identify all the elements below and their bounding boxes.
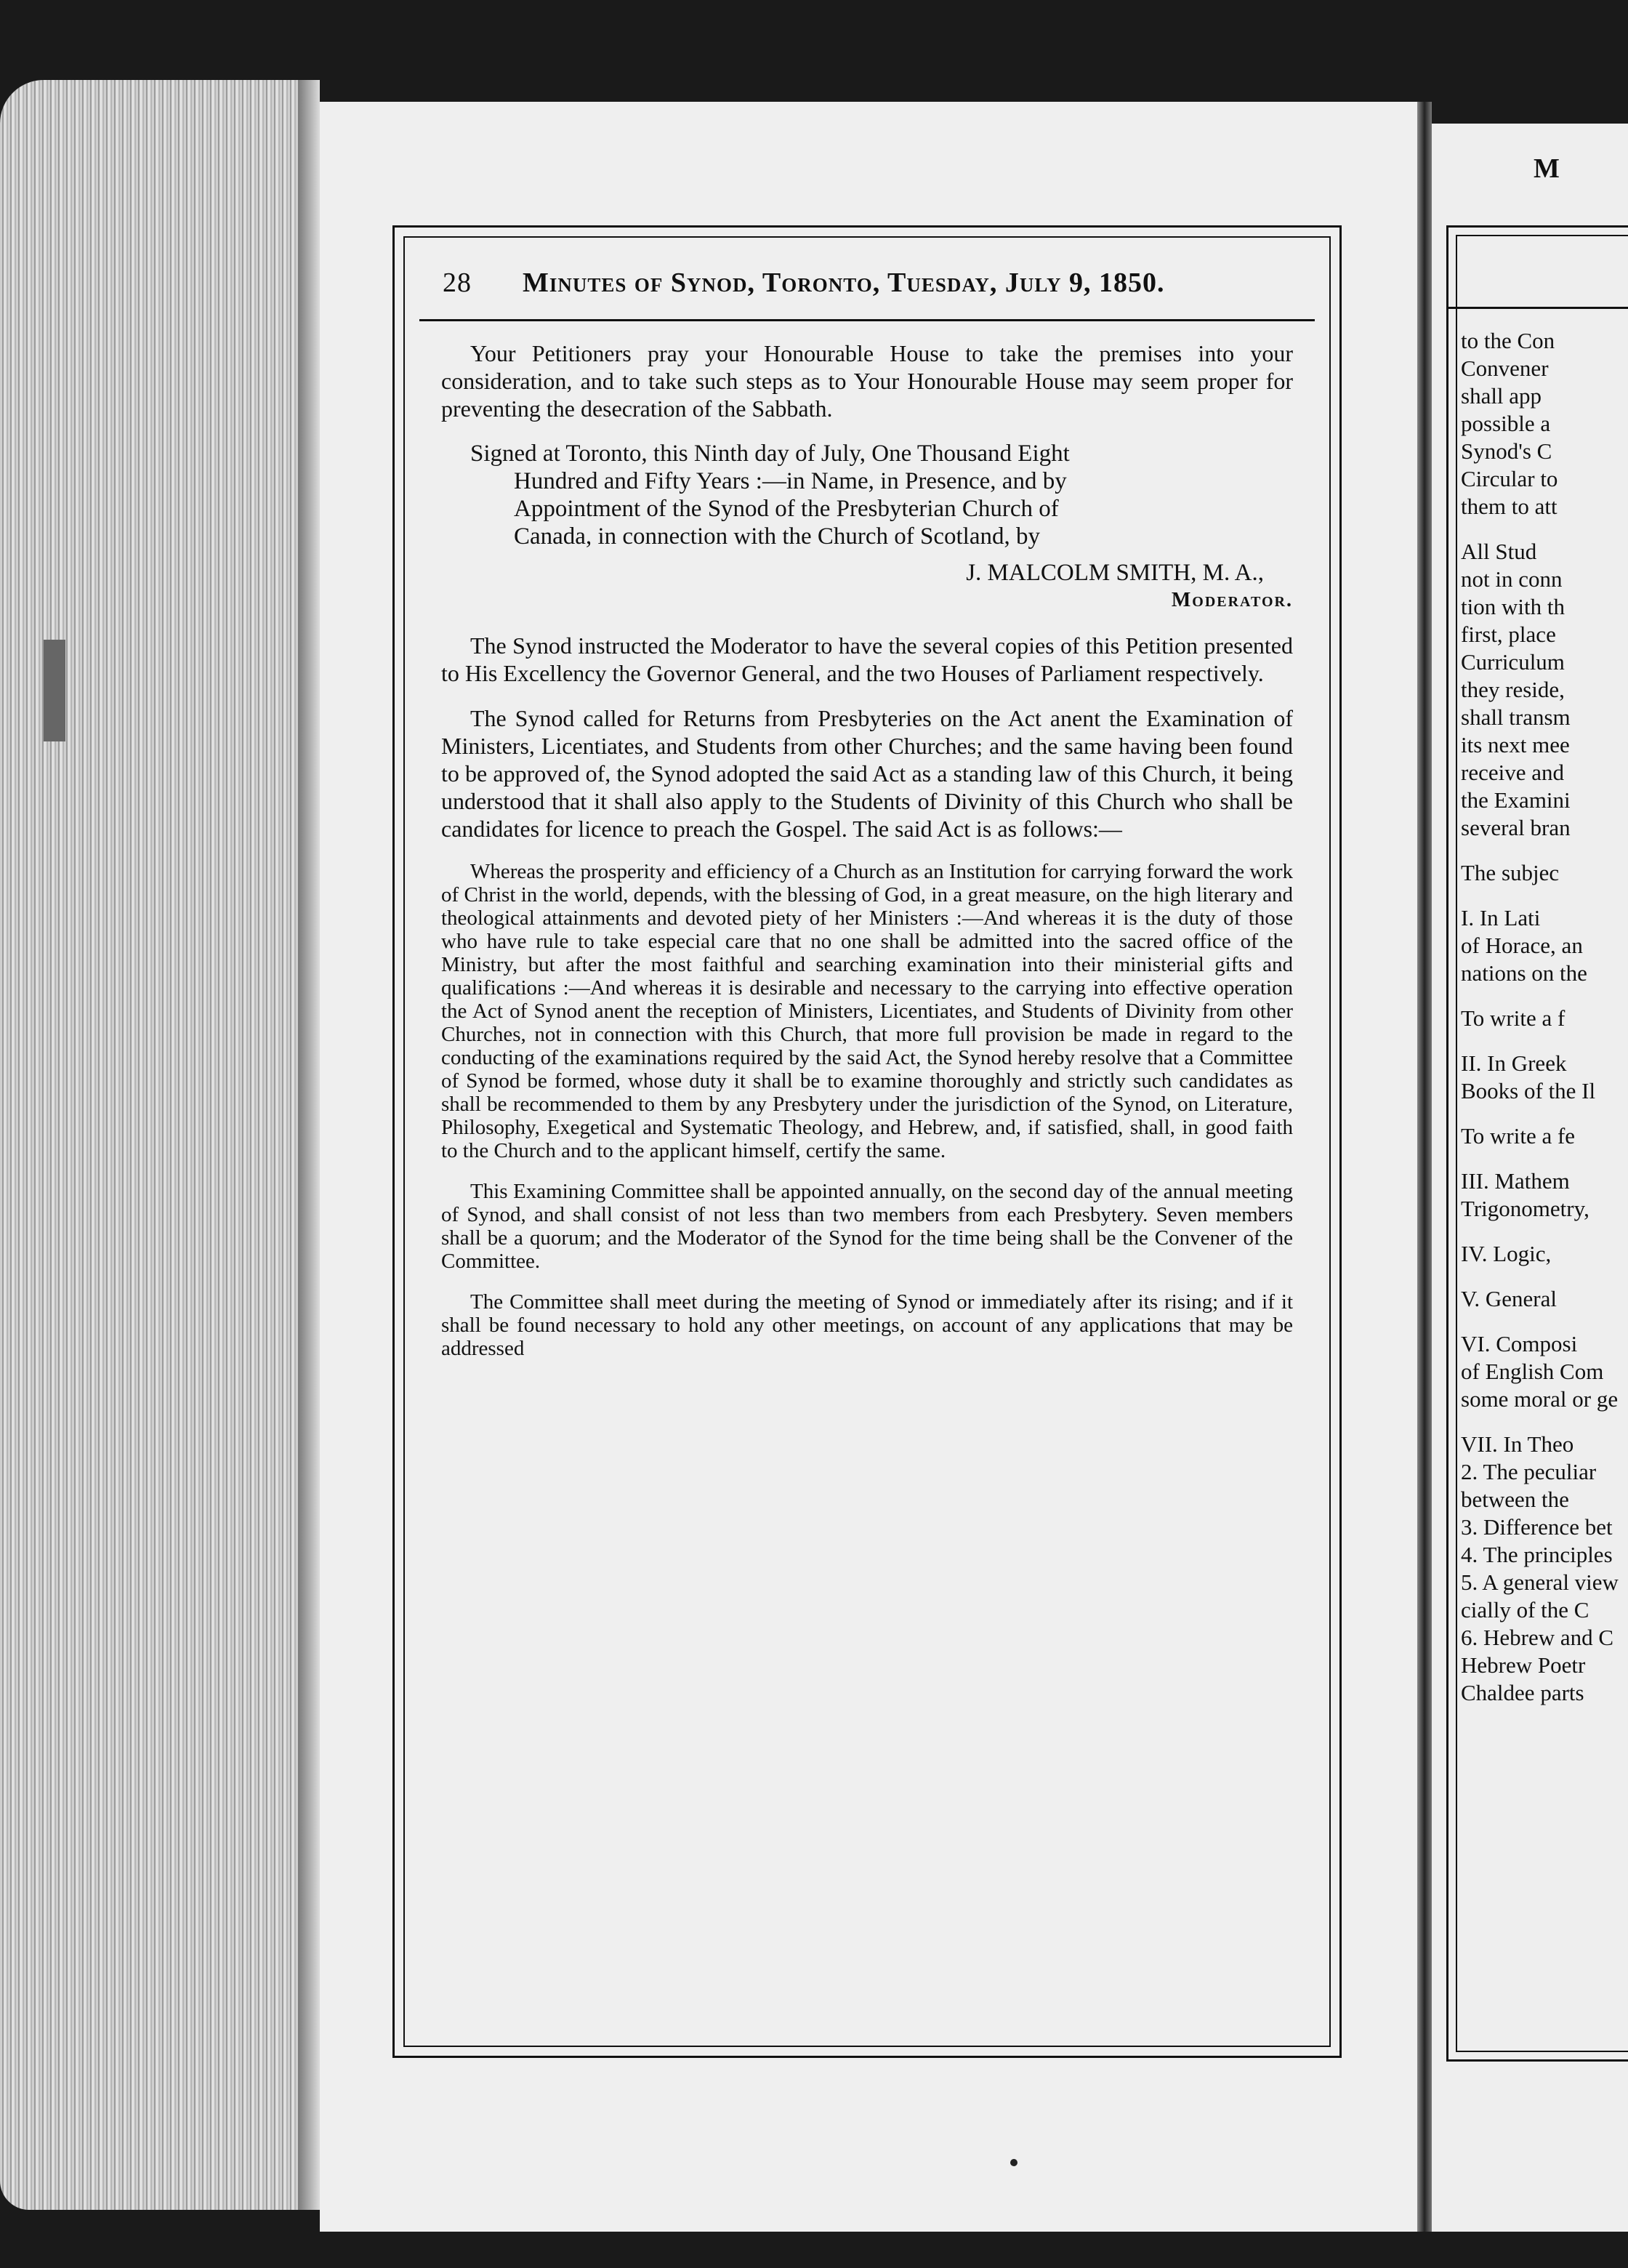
page-border <box>392 225 1342 2058</box>
text-line: 3. Difference bet <box>1461 1514 1613 1540</box>
right-page-text <box>1461 327 1628 1707</box>
running-title: Minutes of Synod, Toronto, Tuesday, July 9, 1850. <box>523 268 1165 298</box>
text-line: 6. Hebrew and C <box>1461 1625 1614 1650</box>
text-line: II. In Greek <box>1461 1050 1567 1076</box>
line-gap <box>1461 842 1628 859</box>
signed-line: Signed at Toronto, this Ninth day of July, One Thousand Eight <box>470 441 1070 467</box>
line-gap <box>1461 520 1628 538</box>
text-line: tion with th <box>1461 594 1565 619</box>
paragraph-returns: The Synod called for Returns from Presbyteries on the Act anent the Examination of Ministers, Licentiates, and Students from other Churches; and the same having been found to be approved of, the Synod adopted the said Act as a standing law of this Church, it being understood that it shall also apply to the Students of Divinity of this Church who shall be candidates for licence to preach the Gospel. The said Act is as follows:— <box>441 705 1293 842</box>
page-inner-border <box>403 236 1331 2047</box>
running-head <box>428 267 1306 310</box>
text-line: Hebrew Poetr <box>1461 1652 1586 1678</box>
text-line: they reside, <box>1461 677 1565 702</box>
text-line: not in conn <box>1461 566 1563 592</box>
line-gap <box>1461 1313 1628 1330</box>
signed-line: Appointment of the Synod of the Presbyterian Church of <box>514 496 1059 522</box>
text-line: IV. Logic, <box>1461 1241 1552 1266</box>
text-line: Books of the Il <box>1461 1078 1596 1103</box>
signed-line: Canada, in connection with the Church of Scotland, by <box>514 523 1041 550</box>
line-gap <box>1461 987 1628 1005</box>
text-line: nations on the <box>1461 960 1587 986</box>
ink-dot <box>1010 2159 1018 2166</box>
text-line: To write a fe <box>1461 1123 1576 1149</box>
text-line: All Stud <box>1461 539 1537 564</box>
right-running-head: M <box>1534 153 1560 184</box>
paragraph-whereas: Whereas the prosperity and efficiency of a Church as an Institution for carrying forward the work of Christ in the world, depends, with the blessing of God, in a great measure, on the high literary and theological attainments and devoted piety of her Ministers :—And whereas it is the duty of those who have rule to take especial care that no one shall be admitted into the sacred office of the Ministry, but after the most faithful and searching examination into their ministerial gifts and qualifications :—And whereas it is desirable and necessary to the carrying into effective operation the Act of Synod anent the reception of Ministers, Licentiates, and Students of Divinity from other Churches, not in connection with this Church, that more full provision be made in regard to the conducting of the examinations required by the said Act, the Synod hereby resolve that a Committee of Synod be formed, whose duty it shall be to examine thoroughly and strictly such candidates as shall be recommended to them by any Presbytery under the jurisdiction of the Synod, on Literature, Philosophy, Exegetical and Systematic Theology, and Hebrew, and, if satisfied, shall, in good faith to the Church and to the applicant himself, certify the same. <box>441 860 1293 1162</box>
page-number: 28 <box>443 268 472 298</box>
text-line: VI. Composi <box>1461 1331 1578 1356</box>
line-gap <box>1461 1105 1628 1122</box>
text-line: The subjec <box>1461 860 1560 885</box>
text-line: first, place <box>1461 622 1556 647</box>
signed-line: Hundred and Fifty Years :—in Name, in Presence, and by <box>514 468 1067 494</box>
text-line: of Horace, an <box>1461 933 1583 958</box>
text-line: 2. The peculiar <box>1461 1459 1597 1484</box>
page-tab-marker <box>44 640 65 741</box>
text-line: shall app <box>1461 383 1542 409</box>
text-line: receive and <box>1461 760 1564 785</box>
text-line: between the <box>1461 1487 1569 1512</box>
paragraph-committee: This Examining Committee shall be appointed annually, on the second day of the annual meeting of Synod, and shall consist of not less than two members from each Presbytery. Seven members shall be a quorum; and the Moderator of the Synod for the time being shall be the Convener of the Committee. <box>441 1180 1293 1273</box>
text-line: Chaldee parts <box>1461 1680 1584 1705</box>
text-line: them to att <box>1461 494 1558 519</box>
text-line: To write a f <box>1461 1005 1565 1031</box>
text-line: Curriculum <box>1461 649 1565 675</box>
text-line: III. Mathem <box>1461 1168 1570 1194</box>
paragraph-instructed: The Synod instructed the Moderator to have the several copies of this Petition presented to His Excellency the Governor General, and the two Houses of Parliament respectively. <box>441 632 1293 686</box>
book-fore-edge <box>0 80 320 2210</box>
line-gap <box>1461 1223 1628 1240</box>
text-line: 4. The principles <box>1461 1542 1613 1567</box>
text-line: Trigonometry, <box>1461 1196 1589 1221</box>
line-gap <box>1461 1150 1628 1167</box>
text-line: cially of the C <box>1461 1597 1589 1622</box>
text-line: the Examini <box>1461 787 1571 813</box>
line-gap <box>1461 887 1628 904</box>
line-gap <box>1461 1268 1628 1285</box>
book-gutter <box>1417 102 1432 2232</box>
text-line: possible a <box>1461 411 1551 436</box>
left-page <box>320 102 1417 2232</box>
right-head-rule <box>1446 307 1628 309</box>
text-line: to the Con <box>1461 328 1555 353</box>
text-line: I. In Lati <box>1461 905 1541 930</box>
head-rule <box>419 319 1315 327</box>
text-line: VII. In Theo <box>1461 1431 1574 1457</box>
line-gap <box>1461 1032 1628 1050</box>
right-page <box>1432 124 1628 2232</box>
text-line: its next mee <box>1461 732 1570 757</box>
text-line: Convener <box>1461 355 1549 381</box>
text-line: several bran <box>1461 815 1571 840</box>
petition-prayer: Your Petitioners pray your Honourable House to take the premises into your consideration, and to take such steps as to Your Honourable House may seem proper for preventing the desecration of the Sabbath. <box>441 340 1293 422</box>
signatory-title: Moderator. <box>1171 589 1293 611</box>
text-line: of English Com <box>1461 1359 1604 1384</box>
text-line: V. General <box>1461 1286 1557 1311</box>
paragraph-meet: The Committee shall meet during the meeting of Synod or immediately after its rising; and if it shall be found necessary to hold any other meetings, on account of any applications that may be addressed <box>441 1290 1293 1360</box>
text-line: Synod's C <box>1461 438 1552 464</box>
line-gap <box>1461 1413 1628 1431</box>
body-text <box>441 339 1293 1378</box>
text-line: Circular to <box>1461 466 1558 491</box>
signed-block <box>441 440 1293 550</box>
text-line: shall transm <box>1461 704 1571 730</box>
text-line: 5. A general view <box>1461 1569 1619 1595</box>
signatory-name: J. MALCOLM SMITH, M. A., <box>966 560 1264 586</box>
text-line: some moral or ge <box>1461 1386 1619 1412</box>
